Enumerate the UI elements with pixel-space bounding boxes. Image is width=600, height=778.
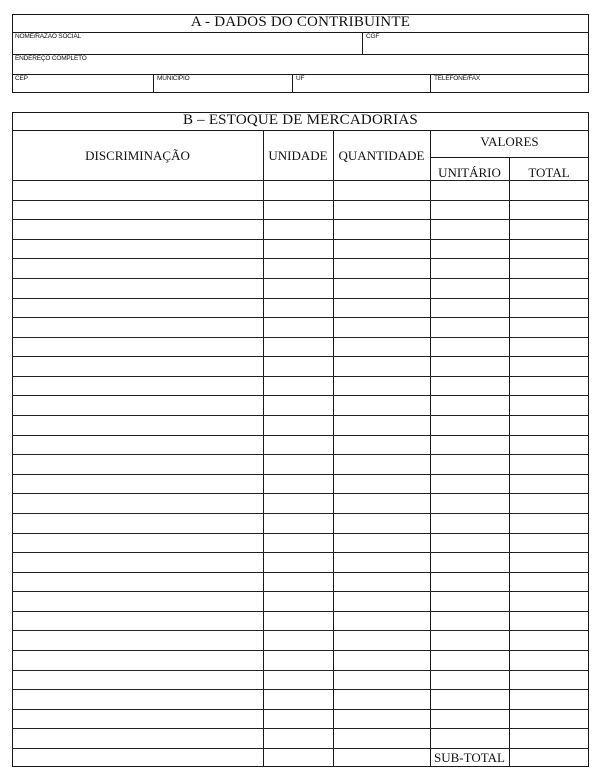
col-divider-unitario [509,157,510,767]
table-row-line [12,748,589,749]
table-row-line [12,239,589,240]
section-a-title: A - DADOS DO CONTRIBUINTE [190,14,411,30]
table-row-line [12,728,589,729]
nome-cgf-divider [362,32,363,54]
table-row-line [12,395,589,396]
table-row-line [12,513,589,514]
section-b-title-divider [12,130,589,131]
endereco-completo-label: ENDEREÇO COMPLETO [15,55,87,62]
table-row-line [12,611,589,612]
cep-municipio-divider [153,74,154,93]
table-row-line [12,591,589,592]
section-b-title: B – ESTOQUE DE MERCADORIAS [183,112,418,128]
telefone-fax-label: TELEFONE/FAX [434,75,481,82]
subtotal-label: SUB-TOTAL [434,750,505,765]
table-row-line [12,200,589,201]
table-row-line [12,317,589,318]
unitario-header: UNITÁRIO [438,165,501,180]
table-row-line [12,376,589,377]
col-divider-discriminacao [263,130,264,767]
uf-telefone-divider [430,74,431,93]
municipio-label: MUNICÍPIO [157,75,190,82]
table-row-line [12,533,589,534]
discriminacao-header: DISCRIMINAÇÃO [85,148,190,163]
col-divider-unidade [333,130,334,767]
table-row-line [12,180,589,181]
valores-divider [430,157,589,158]
table-row-line [12,572,589,573]
table-row-line [12,278,589,279]
table-row-line [12,474,589,475]
total-header: TOTAL [528,165,570,180]
table-row-line [12,258,589,259]
table-row-line [12,298,589,299]
cgf-label: CGF [366,33,380,40]
uf-label: UF [296,75,305,82]
unidade-header: UNIDADE [268,148,328,163]
table-row-line [12,670,589,671]
table-row-line [12,454,589,455]
cep-label: CEP [15,75,28,82]
table-row-line [12,435,589,436]
row-divider-1 [12,54,589,55]
table-row-line [12,415,589,416]
col-divider-quantidade [430,130,431,767]
municipio-uf-divider [292,74,293,93]
table-row-line [12,650,589,651]
table-row-line [12,709,589,710]
section-a-title-divider [12,32,589,33]
nome-razao-social-label: NOME/RAZÃO SOCIAL [15,33,81,40]
table-row-line [12,493,589,494]
section-b-box [12,112,589,767]
table-row-line [12,356,589,357]
quantidade-header: QUANTIDADE [338,148,425,163]
table-row-line [12,219,589,220]
table-row-line [12,552,589,553]
valores-header: VALORES [480,134,539,149]
table-row-line [12,689,589,690]
table-row-line [12,630,589,631]
table-row-line [12,337,589,338]
